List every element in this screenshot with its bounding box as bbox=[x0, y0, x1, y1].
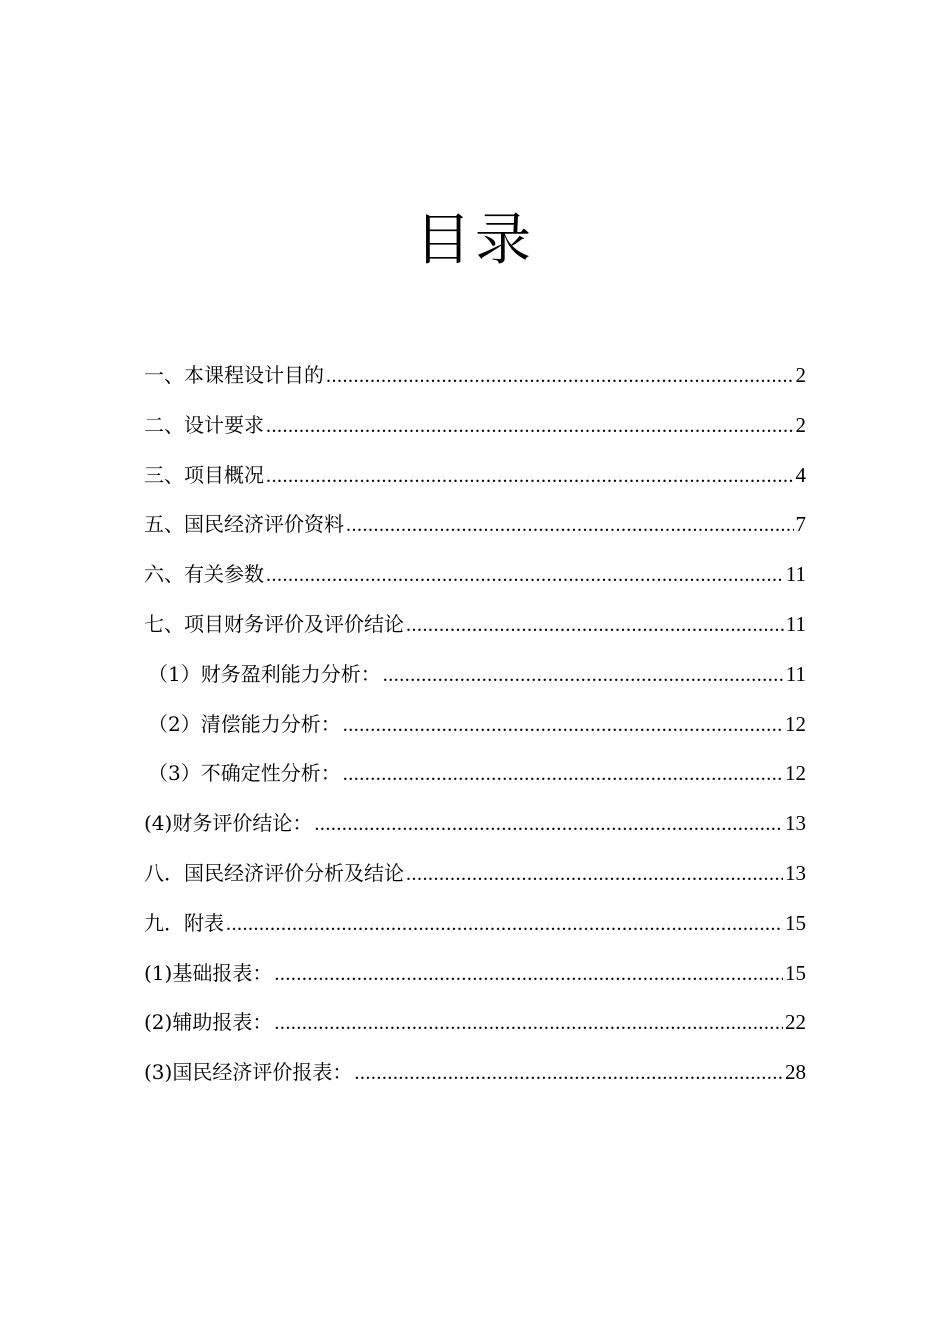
toc-dot-leader bbox=[343, 750, 783, 800]
toc-title: 目录 bbox=[415, 208, 535, 273]
toc-entry-page: 2 bbox=[795, 363, 806, 387]
toc-entry[interactable] bbox=[144, 650, 806, 700]
toc-entry-label: 七、项目财务评价及评价结论 bbox=[144, 611, 404, 636]
toc-dot-leader bbox=[406, 601, 784, 651]
toc-entry-page: 22 bbox=[785, 1010, 806, 1035]
toc-entry-page: 15 bbox=[785, 910, 806, 935]
toc-entry[interactable] bbox=[144, 700, 806, 750]
toc-dot-leader bbox=[406, 850, 783, 900]
toc-entry[interactable] bbox=[144, 799, 806, 849]
toc-entry-label: (3)国民经济评价报表： bbox=[144, 1060, 353, 1085]
toc-entry-page: 11 bbox=[785, 562, 806, 587]
toc-dot-leader bbox=[383, 651, 784, 701]
toc-entry[interactable] bbox=[144, 500, 806, 550]
toc-entry-label: (4)财务评价结论： bbox=[144, 811, 313, 836]
toc-entry-page: 12 bbox=[785, 761, 806, 786]
toc-entry-label: 五、国民经济评价资料 bbox=[144, 512, 344, 537]
toc-entry[interactable] bbox=[144, 550, 806, 600]
toc-entry[interactable] bbox=[144, 998, 806, 1048]
toc-dot-leader bbox=[354, 1049, 783, 1099]
toc-list bbox=[144, 351, 806, 1098]
toc-entry-label: 一、本课程设计目的 bbox=[144, 363, 324, 387]
toc-dot-leader bbox=[266, 551, 784, 601]
toc-entry[interactable] bbox=[144, 600, 806, 650]
toc-entry-page: 11 bbox=[785, 611, 806, 636]
toc-dot-leader bbox=[314, 800, 783, 850]
toc-entry-label: 三、项目概况 bbox=[144, 462, 264, 487]
toc-entry-label: （1）财务盈利能力分析： bbox=[148, 661, 381, 686]
toc-entry-page: 13 bbox=[785, 860, 806, 885]
toc-entry-page: 15 bbox=[785, 960, 806, 985]
toc-entry-page: 11 bbox=[785, 661, 806, 686]
toc-dot-leader bbox=[266, 402, 794, 452]
toc-entry-label: 九．附表 bbox=[144, 910, 224, 935]
toc-entry-page: 13 bbox=[785, 811, 806, 836]
toc-entry-label: 八．国民经济评价分析及结论 bbox=[144, 860, 404, 885]
toc-entry[interactable] bbox=[144, 849, 806, 899]
toc-entry-label: (2)辅助报表： bbox=[144, 1010, 273, 1035]
toc-entry-label: （2）清偿能力分析： bbox=[148, 711, 341, 736]
toc-entry-page: 28 bbox=[785, 1060, 806, 1085]
toc-entry[interactable] bbox=[144, 949, 806, 999]
toc-entry[interactable] bbox=[144, 451, 806, 501]
toc-dot-leader bbox=[226, 900, 783, 950]
toc-entry-page: 12 bbox=[785, 711, 806, 736]
toc-entry[interactable] bbox=[144, 749, 806, 799]
toc-entry-label: 二、设计要求 bbox=[144, 412, 264, 437]
toc-entry-page: 4 bbox=[795, 462, 806, 487]
toc-dot-leader bbox=[343, 701, 783, 751]
toc-entry[interactable] bbox=[144, 1048, 806, 1098]
toc-entry[interactable] bbox=[144, 401, 806, 451]
toc-entry-page: 7 bbox=[795, 512, 806, 537]
toc-entry[interactable] bbox=[144, 351, 806, 401]
toc-dot-leader bbox=[346, 501, 794, 551]
toc-entry[interactable] bbox=[144, 899, 806, 949]
toc-entry-label: (1)基础报表： bbox=[144, 960, 273, 985]
toc-dot-leader bbox=[274, 950, 783, 1000]
toc-dot-leader bbox=[266, 452, 794, 502]
toc-entry-label: （3）不确定性分析： bbox=[148, 761, 341, 786]
toc-entry-page: 2 bbox=[795, 412, 806, 437]
toc-dot-leader bbox=[274, 999, 783, 1049]
toc-entry-label: 六、有关参数 bbox=[144, 562, 264, 587]
toc-dot-leader bbox=[326, 352, 794, 402]
